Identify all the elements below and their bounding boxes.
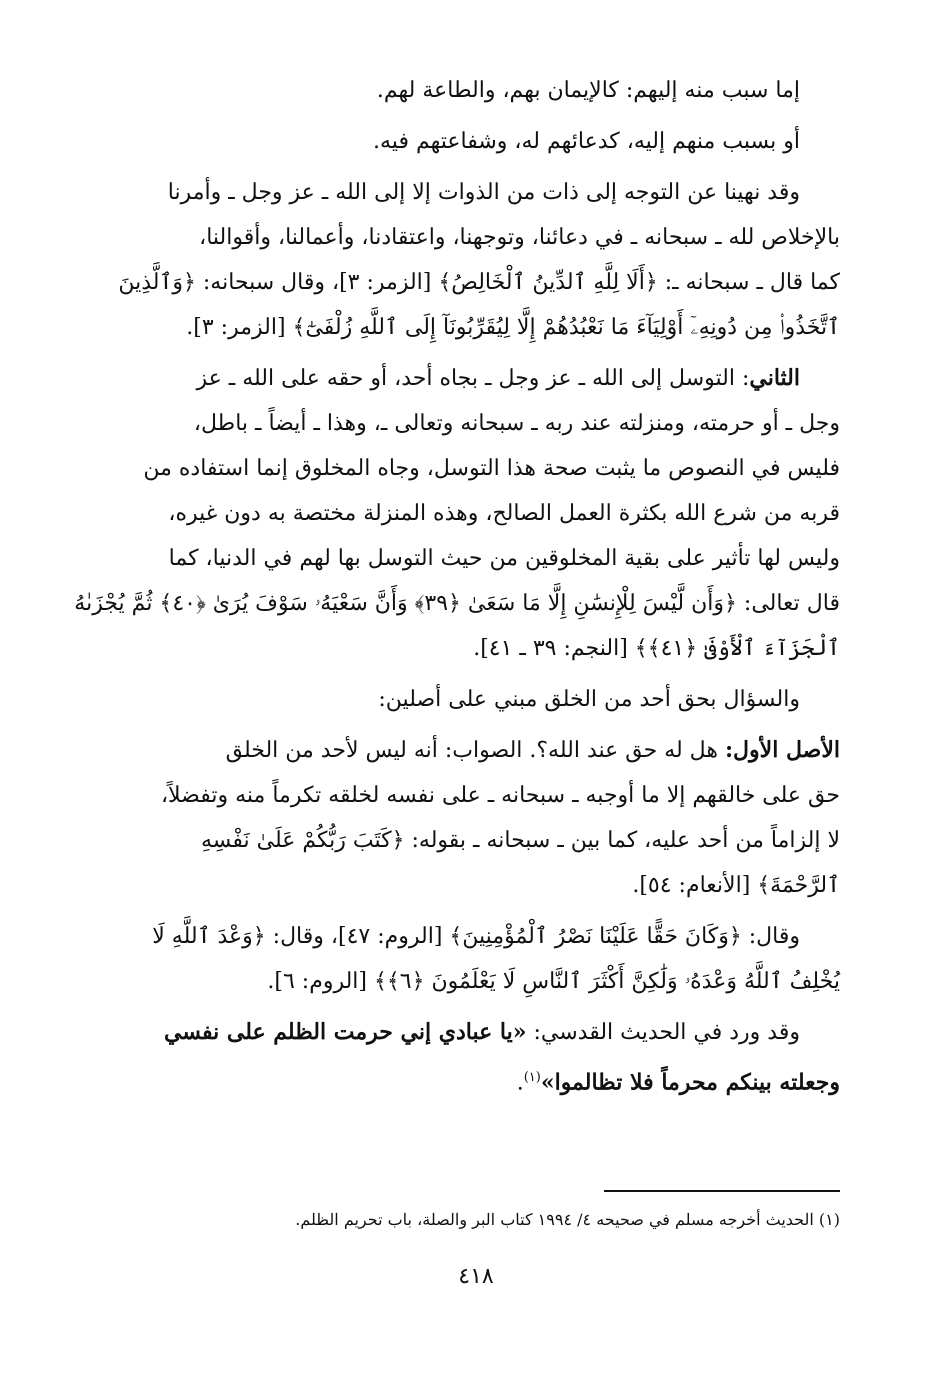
paragraph-line: لا إلزاماً من أحد عليه، كما بين ـ سبحانه ـ بقوله: ﴿كَتَبَ رَبُّكُمْ عَلَىٰ نَفْسِهِ bbox=[200, 828, 840, 853]
paragraph-line: وقد نهينا عن التوجه إلى ذات من الذوات إلا إلى الله ـ عز وجل ـ وأمرنا bbox=[167, 180, 800, 205]
paragraph-line: فليس في النصوص ما يثبت صحة هذا التوسل، وجاه المخلوق إنما استفاده من bbox=[143, 456, 840, 481]
paragraph-text: هل له حق عند الله؟. الصواب: أنه ليس لأحد من الخلق bbox=[225, 738, 725, 763]
footnote: (١) الحديث أخرجه مسلم في صحيحه ٤/ ١٩٩٤ كتاب البر والصلة، باب تحريم الظلم. bbox=[295, 1210, 840, 1229]
paragraph-line bbox=[104, 356, 840, 401]
section-heading: الأصل الأول: bbox=[724, 737, 840, 763]
paragraph-line: ٱتَّخَذُوا۟ مِن دُونِهِۦٓ أَوْلِيَآءَ مَا نَعْبُدُهُمْ إِلَّا لِيُقَرِّبُونَآ إِلَى ٱللَّهِ زُلْفَىٰٓ﴾ [الزمر: ٣]. bbox=[186, 315, 840, 340]
paragraph-line: بالإخلاص لله ـ سبحانه ـ في دعائنا، وتوجهنا، واعتقادنا، وأعمالنا، وأقوالنا، bbox=[199, 225, 840, 250]
page-number: ٤١٨ bbox=[458, 1264, 494, 1289]
paragraph-text: . bbox=[516, 1070, 524, 1096]
paragraph-line: قربه من شرع الله بكثرة العمل الصالح، وهذه المنزلة مختصة به دون غيره، bbox=[168, 501, 840, 526]
paragraph-line: ٱلْجَزَآءَ ٱلْأَوْفَىٰ ﴿٤١﴾﴾ [النجم: ٣٩ ـ ٤١]. bbox=[473, 636, 840, 661]
hadith-quote: وجعلته بينكم محرماً فلا تظالموا» bbox=[540, 1069, 840, 1096]
paragraph-line: وجل ـ أو حرمته، ومنزلته عند ربه ـ سبحانه وتعالى ـ، وهذا ـ أيضاً ـ باطل، bbox=[193, 411, 840, 436]
paragraph-line: قال تعالى: ﴿وَأَن لَّيْسَ لِلْإِنسَٰنِ إِلَّا مَا سَعَىٰ ﴿٣٩﴾ وَأَنَّ سَعْيَهُۥ سَوْفَ يُرَىٰ ﴿٤٠﴾ ثُمَّ يُجْزَىٰهُ bbox=[74, 591, 840, 616]
paragraph-line: أو بسبب منهم إليه، كدعائهم له، وشفاعتهم فيه. bbox=[373, 129, 800, 154]
paragraph-line: كما قال ـ سبحانه ـ: ﴿أَلَا لِلَّهِ ٱلدِّينُ ٱلْخَالِصُ﴾ [الزمر: ٣]، وقال سبحانه: ﴿وَٱلَّذِينَ bbox=[118, 270, 840, 295]
paragraph-line: وليس لها تأثير على بقية المخلوقين من حيث التوسل بها لهم في الدنيا، كما bbox=[168, 546, 840, 571]
paragraph-line: وقال: ﴿وَكَانَ حَقًّا عَلَيْنَا نَصْرُ ٱلْمُؤْمِنِينَ﴾ [الروم: ٤٧]، وقال: ﴿وَعْدَ ٱللَّهِ لَا bbox=[152, 924, 800, 949]
paragraph-text: وقد ورد في الحديث القدسي: bbox=[526, 1020, 800, 1045]
paragraph-line bbox=[104, 1010, 840, 1055]
paragraph-line bbox=[104, 1055, 840, 1105]
hadith-quote: «يا عبادي إني حرمت الظلم على نفسي bbox=[164, 1019, 527, 1045]
paragraph-line: ٱلرَّحْمَةَ﴾ [الأنعام: ٥٤]. bbox=[632, 873, 840, 898]
footnote-marker: (١) bbox=[523, 1070, 541, 1085]
paragraph-line: حق على خالقهم إلا ما أوجبه ـ سبحانه ـ على نفسه لخلقه تكرماً منه وتفضلاً، bbox=[160, 783, 840, 808]
paragraph-text: : التوسل إلى الله ـ عز وجل ـ بجاه أحد، أو حقه على الله ـ عز bbox=[196, 366, 750, 391]
paragraph-line: يُخْلِفُ ٱللَّهُ وَعْدَهُۥ وَلَٰكِنَّ أَكْثَرَ ٱلنَّاسِ لَا يَعْلَمُونَ ﴿٦﴾﴾ [الروم: ٦]. bbox=[267, 969, 840, 994]
footnote-divider bbox=[604, 1190, 840, 1192]
paragraph-line: والسؤال بحق أحد من الخلق مبني على أصلين: bbox=[378, 687, 800, 712]
page-body bbox=[74, 68, 840, 1105]
paragraph-line: إما سبب منه إليهم: كالإيمان بهم، والطاعة لهم. bbox=[376, 78, 800, 103]
paragraph-line bbox=[104, 728, 840, 773]
section-heading: الثاني bbox=[749, 365, 800, 391]
